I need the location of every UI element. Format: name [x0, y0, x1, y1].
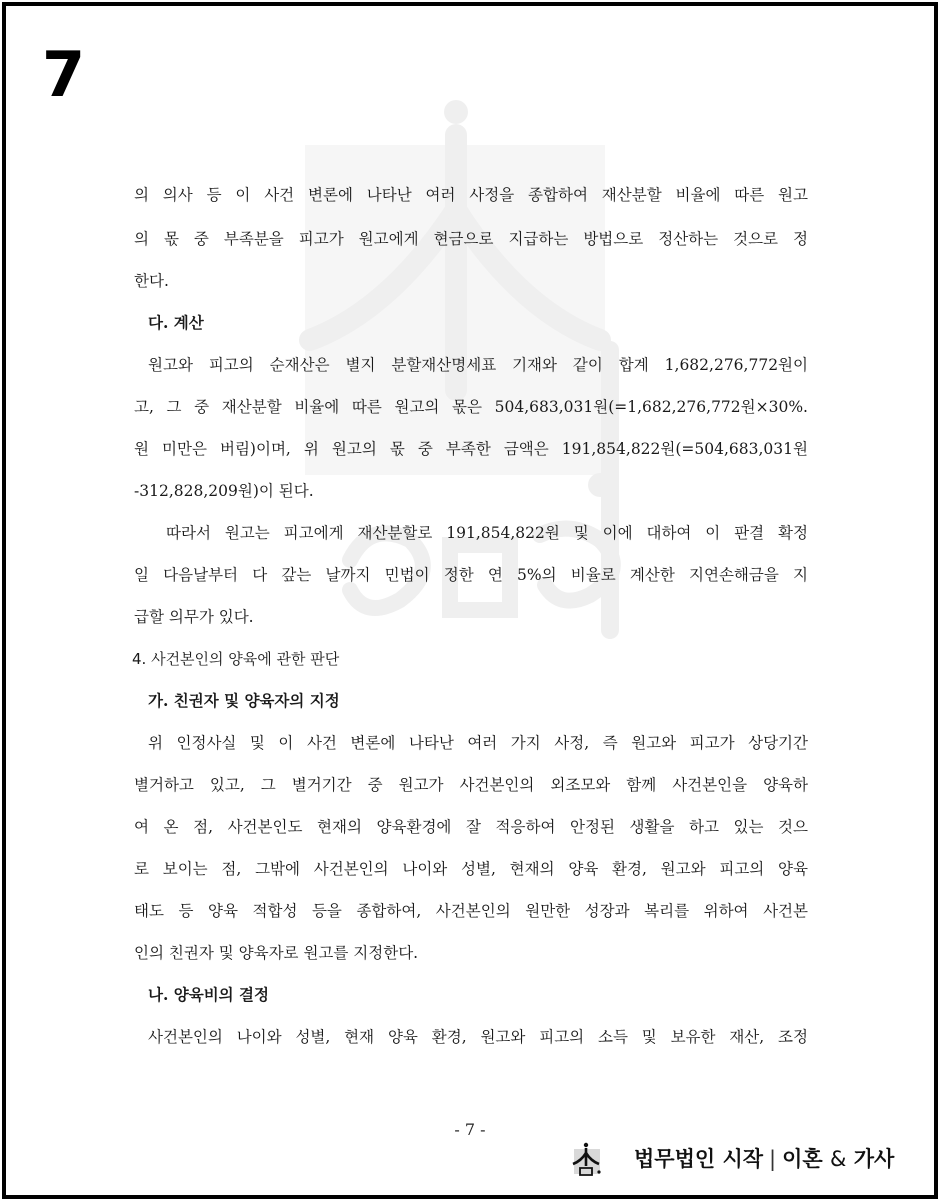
body-line-6: 고, 그 중 재산분할 비율에 따른 원고의 몫은 504,683,031원(=1,682,276,772원×30%.	[134, 398, 808, 416]
footer-brand	[634, 1144, 894, 1174]
subsection-heading-child-support: 나. 양육비의 결정	[148, 985, 270, 1004]
body-line-11: 급할 의무가 있다.	[134, 608, 254, 626]
body-line-3: 한다.	[134, 272, 169, 290]
page-label: 7	[42, 38, 86, 111]
body-line-15: 별거하고 있고, 그 별거기간 중 원고가 사건본인의 외조모와 함께 사건본인을 양육하	[134, 776, 808, 794]
footer-category-divorce: 이혼	[782, 1147, 823, 1171]
body-line-21: 사건본인의 나이와 성별, 현재 양육 환경, 원고와 피고의 소득 및 보유한 재산, 조정	[148, 1028, 808, 1046]
footer-firm-name: 법무법인 시작	[634, 1147, 764, 1171]
footer-ampersand: &	[830, 1147, 847, 1171]
page-number: - 7 -	[454, 1120, 486, 1139]
body-line-7: 원 미만은 버림)이며, 위 원고의 몫 중 부족한 금액은 191,854,822원(=504,683,031원	[134, 440, 808, 458]
body-line-9: 따라서 원고는 피고에게 재산분할로 191,854,822원 및 이에 대하여 이 판결 확정	[166, 524, 808, 542]
body-line-2: 의 몫 중 부족분을 피고가 원고에게 현금으로 지급하는 방법으로 정산하는 것으로 정	[134, 230, 808, 248]
body-line-14: 위 인정사실 및 이 사건 변론에 나타난 여러 가지 사정, 즉 원고와 피고가 상당기간	[148, 734, 808, 752]
section-heading-calculation: 다. 계산	[148, 313, 204, 332]
body-line-10: 일 다음날부터 다 갚는 날까지 민법이 정한 연 5%의 비율로 계산한 지연손해금을 지	[134, 566, 808, 584]
body-line-16: 여 온 점, 사건본인도 현재의 양육환경에 잘 적응하여 안정된 생활을 하고 있는 것으	[134, 818, 808, 836]
footer-separator: |	[769, 1147, 777, 1171]
body-line-5: 원고와 피고의 순재산은 별지 분할재산명세표 기재와 같이 합계 1,682,276,772원이	[148, 356, 808, 374]
firm-logo-icon	[570, 1142, 604, 1178]
body-line-1: 의 의사 등 이 사건 변론에 나타난 여러 사정을 종합하여 재산분할 비율에 따른 원고	[134, 186, 808, 204]
subsection-heading-custodian: 가. 친권자 및 양육자의 지정	[148, 691, 340, 710]
body-line-19: 인의 친권자 및 양육자로 원고를 지정한다.	[134, 944, 419, 962]
body-line-8: -312,828,209원)이 된다.	[134, 482, 314, 500]
body-line-18: 태도 등 양육 적합성 등을 종합하여, 사건본인의 원만한 성장과 복리를 위하여 사건본	[134, 902, 808, 920]
body-line-17: 로 보이는 점, 그밖에 사건본인의 나이와 성별, 현재의 양육 환경, 원고와 피고의 양육	[134, 860, 808, 878]
footer-category-family: 가사	[853, 1147, 895, 1171]
section-heading-custody: 4. 사건본인의 양육에 관한 판단	[132, 650, 340, 668]
